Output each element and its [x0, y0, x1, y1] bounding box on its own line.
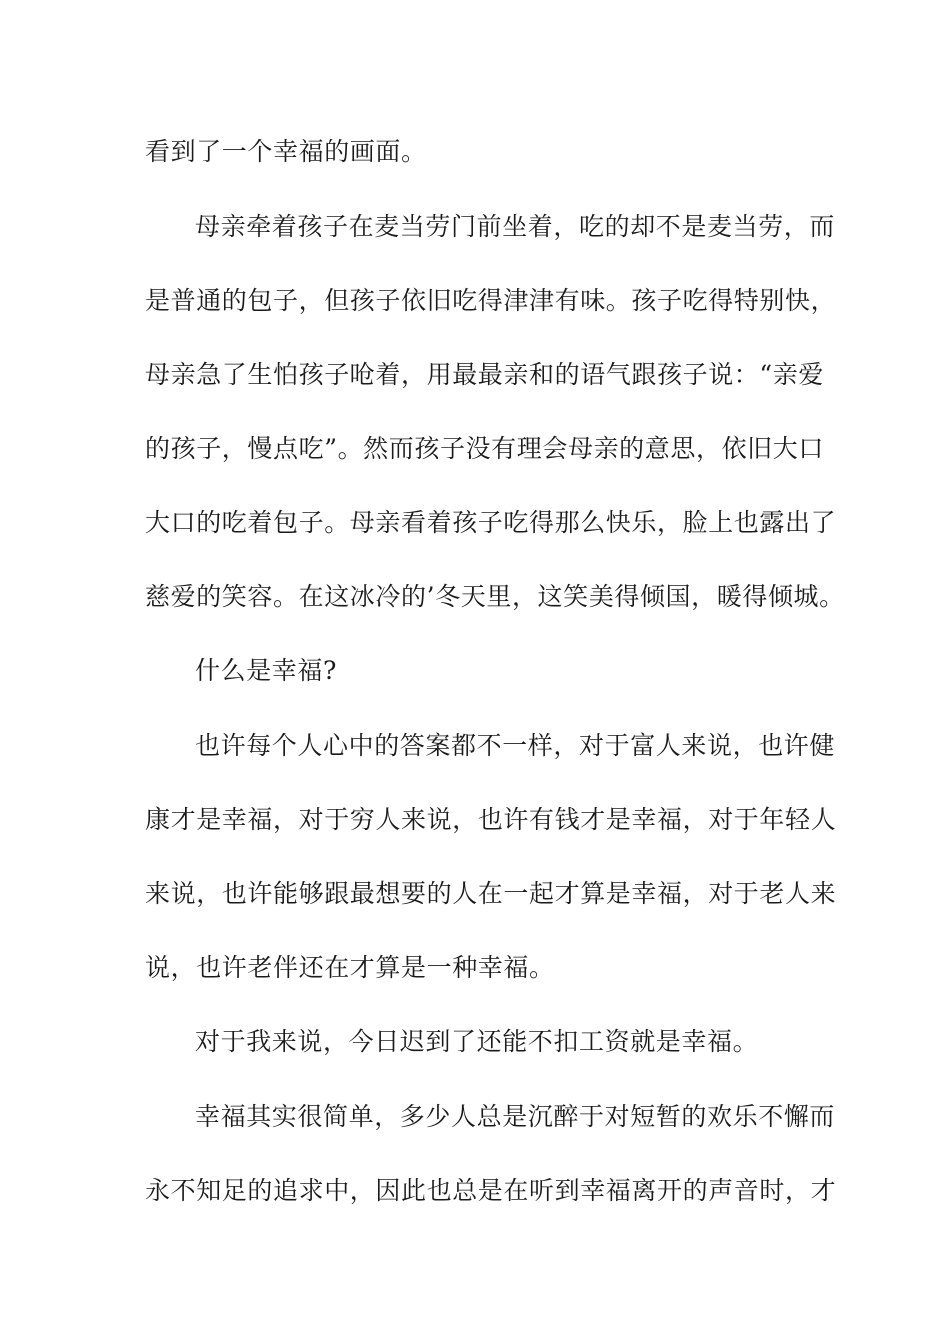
text-line: 是普通的包子，但孩子依旧吃得津津有味。孩子吃得特别快， [145, 286, 837, 315]
text-line: 说，也许老伴还在才算是一种幸福。 [145, 953, 555, 982]
paragraph-first-line: 母亲牵着孩子在麦当劳门前坐着，吃的却不是麦当劳，而 [195, 212, 836, 241]
text-line: 的孩子，慢点吃”。然而孩子没有理会母亲的意思，依旧大口 [145, 434, 824, 463]
paragraph-question: 什么是幸福? [195, 656, 338, 685]
paragraph-single-line: 对于我来说，今日迟到了还能不扣工资就是幸福。 [195, 1027, 759, 1056]
text-line: 慈爱的笑容。在这冰冷的’冬天里，这笑美得倾国，暖得倾城。 [145, 582, 845, 611]
text-line: 永不知足的追求中，因此也总是在听到幸福离开的声音时，才 [145, 1176, 837, 1205]
paragraph-first-line: 幸福其实很简单，多少人总是沉醉于对短暂的欢乐不懈而 [195, 1102, 836, 1131]
text-line: 大口的吃着包子。母亲看着孩子吃得那么快乐，脸上也露出了 [145, 508, 837, 537]
paragraph-first-line: 也许每个人心中的答案都不一样，对于富人来说，也许健 [195, 731, 836, 760]
text-line: 来说，也许能够跟最想要的人在一起才算是幸福，对于老人来 [145, 879, 837, 908]
text-line: 看到了一个幸福的画面。 [145, 137, 427, 166]
text-line: 康才是幸福，对于穷人来说，也许有钱才是幸福，对于年轻人 [145, 805, 837, 834]
text-line: 母亲急了生怕孩子呛着，用最最亲和的语气跟孩子说：“亲爱 [145, 360, 824, 389]
